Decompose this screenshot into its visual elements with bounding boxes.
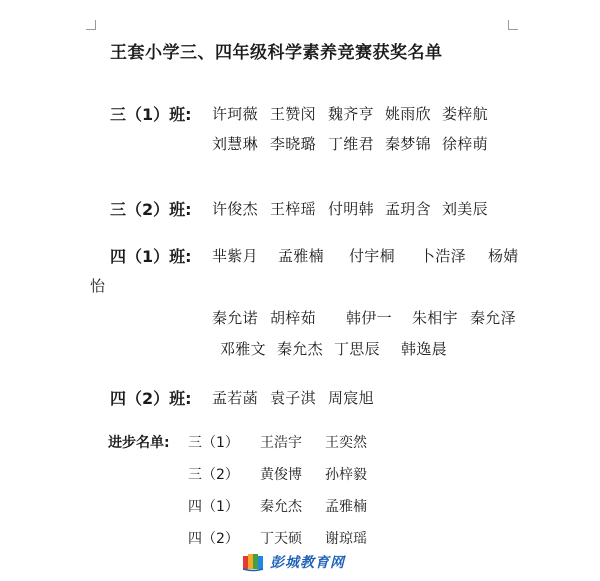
student-name: 丁思辰 — [334, 340, 380, 358]
name-line — [212, 245, 519, 266]
progress-row — [188, 496, 367, 516]
student-name: 徐梓萌 — [442, 135, 488, 153]
student-name: 丁维君 — [328, 135, 374, 153]
student-name: 魏齐亨 — [328, 105, 374, 123]
site-watermark — [242, 552, 345, 572]
name-line — [212, 307, 516, 328]
name-line — [212, 103, 488, 124]
class-label-4-2: 四（2）班: — [110, 389, 192, 408]
class-label-3-2: 三（2）班: — [110, 200, 192, 219]
student-name: 王赞闵 — [270, 105, 316, 123]
student-name: 杨婧 — [488, 247, 519, 265]
name-line — [220, 338, 447, 359]
name-line — [212, 387, 374, 408]
name-line — [212, 133, 488, 154]
student-name: 朱相宇 — [412, 309, 458, 327]
student-name: 黄俊博 — [260, 467, 302, 483]
student-name: 娄梓航 — [442, 105, 488, 123]
student-name: 周宸旭 — [328, 389, 374, 407]
student-name: 谢琼瑶 — [325, 531, 367, 547]
wrapped-name-continuation: 怡 — [90, 277, 106, 295]
page-corner-mark-left — [86, 20, 96, 30]
student-name: 李晓璐 — [270, 135, 316, 153]
progress-row — [188, 432, 367, 452]
student-name: 邓雅文 — [220, 340, 266, 358]
student-name: 王梓瑶 — [270, 200, 316, 218]
student-name: 秦允泽 — [470, 309, 516, 327]
student-name: 姚雨欣 — [385, 105, 431, 123]
student-name: 韩伊一 — [346, 309, 392, 327]
class-label-3-1: 三（1）班: — [110, 105, 192, 124]
student-name: 韩逸晨 — [401, 340, 447, 358]
progress-class: 三（2） — [188, 467, 239, 483]
book-logo-icon — [242, 552, 266, 572]
student-name: 秦梦锦 — [385, 135, 431, 153]
student-name: 秦允诺 — [212, 309, 258, 327]
student-name: 许珂薇 — [212, 105, 258, 123]
student-name: 丁天硕 — [260, 531, 302, 547]
class-label-4-1: 四（1）班: — [110, 247, 192, 266]
name-line — [212, 198, 488, 219]
student-name: 秦允杰 — [277, 340, 323, 358]
student-name: 孟雅楠 — [325, 499, 367, 515]
student-name: 袁子淇 — [270, 389, 316, 407]
progress-class: 四（1） — [188, 499, 239, 515]
student-name: 许俊杰 — [212, 200, 258, 218]
student-name: 孟雅楠 — [278, 247, 324, 265]
student-name: 付明韩 — [328, 200, 374, 218]
student-name: 刘慧琳 — [212, 135, 258, 153]
student-name: 孟玥含 — [385, 200, 431, 218]
student-name: 刘美辰 — [442, 200, 488, 218]
student-name: 卜浩泽 — [420, 247, 466, 265]
student-name: 秦允杰 — [260, 499, 302, 515]
progress-row — [188, 464, 367, 484]
student-name: 孟若菡 — [212, 389, 258, 407]
watermark-text: 彭城教育网 — [270, 555, 345, 571]
progress-list-label: 进步名单: — [108, 435, 170, 451]
progress-class: 四（2） — [188, 531, 239, 547]
student-name: 王浩宇 — [260, 435, 302, 451]
student-name: 王奕然 — [325, 435, 367, 451]
page-corner-mark-right — [508, 20, 518, 30]
document-title: 王套小学三、四年级科学素养竞赛获奖名单 — [110, 43, 443, 63]
student-name: 付宇桐 — [349, 247, 395, 265]
progress-class: 三（1） — [188, 435, 239, 451]
student-name: 芈紫月 — [212, 247, 258, 265]
student-name: 胡梓茹 — [270, 309, 316, 327]
student-name: 孙梓毅 — [325, 467, 367, 483]
progress-row — [188, 528, 367, 548]
